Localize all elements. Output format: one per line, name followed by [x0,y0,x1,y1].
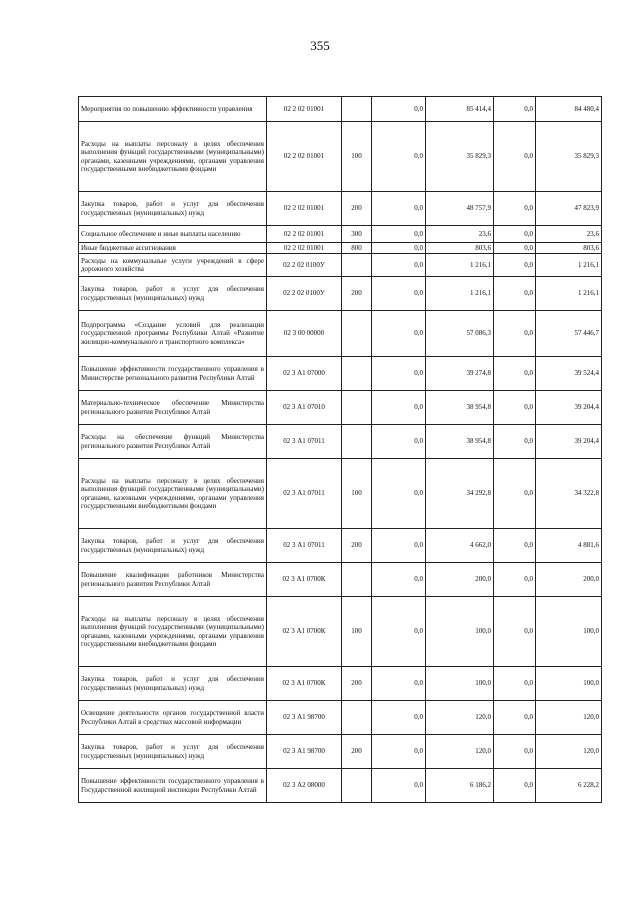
row-value-2: 35 829,3 [426,122,494,192]
table-row [79,425,602,459]
row-target-code: 02 3 А1 07000 [267,357,342,391]
row-value-3: 0,0 [494,735,536,769]
table-row [79,735,602,769]
row-value-2: 200,0 [426,563,494,597]
row-expense-type: 100 [342,122,372,192]
row-value-2: 803,6 [426,243,494,254]
table-row [79,311,602,357]
row-value-4: 4 881,6 [536,529,602,563]
row-value-4: 47 823,9 [536,192,602,226]
row-expense-type: 100 [342,597,372,667]
row-target-code: 02 2 02 01001 [267,97,342,122]
row-target-code: 02 2 02 01001 [267,192,342,226]
row-expense-type: 200 [342,735,372,769]
row-value-1: 0,0 [372,769,426,803]
row-value-3: 0,0 [494,243,536,254]
row-value-2: 38 954,8 [426,391,494,425]
page-number: 355 [310,38,330,53]
row-name: Повышение эффективности государственного управления в Министерстве регионального развития Республики Алтай [79,357,267,391]
row-value-4: 100,0 [536,667,602,701]
row-value-2: 120,0 [426,701,494,735]
table-row [79,357,602,391]
row-name: Закупка товаров, работ и услуг для обеспечения государственных (муниципальных) нужд [79,667,267,701]
row-target-code: 02 3 А1 07011 [267,459,342,529]
row-expense-type [342,254,372,277]
row-expense-type [342,97,372,122]
row-target-code: 02 3 А1 98700 [267,701,342,735]
table-row [79,254,602,277]
row-expense-type: 300 [342,226,372,243]
row-value-4: 120,0 [536,735,602,769]
row-name: Подпрограмма «Создание условий для реализации государственной программы Республики Алтай «Развитие жилищно-коммунального и транспортного комплекса» [79,311,267,357]
row-value-2: 1 216,1 [426,254,494,277]
row-target-code: 02 3 А2 08000 [267,769,342,803]
table-row [79,243,602,254]
row-value-3: 0,0 [494,563,536,597]
row-value-3: 0,0 [494,254,536,277]
table-row [79,597,602,667]
table-row [79,122,602,192]
row-name: Закупка товаров, работ и услуг для обеспечения государственных (муниципальных) нужд [79,277,267,311]
row-name: Материально-техническое обеспечение Министерства регионального развития Республики Алтай [79,391,267,425]
row-target-code: 02 2 02 0100У [267,277,342,311]
row-value-1: 0,0 [372,735,426,769]
row-value-3: 0,0 [494,97,536,122]
row-value-4: 34 322,8 [536,459,602,529]
row-value-4: 57 446,7 [536,311,602,357]
row-value-1: 0,0 [372,277,426,311]
row-value-2: 4 662,0 [426,529,494,563]
row-name: Расходы на выплаты персоналу в целях обеспечения выполнения функций государственными (муниципальными) органами, казенными учреждениями, органами управления государственными внебюджетными фондами [79,597,267,667]
row-target-code: 02 3 00 00000 [267,311,342,357]
row-expense-type [342,563,372,597]
row-value-3: 0,0 [494,597,536,667]
row-name: Повышение эффективности государственного управления в Государственной жилищной инспекции Республики Алтай [79,769,267,803]
table-row [79,529,602,563]
row-value-3: 0,0 [494,667,536,701]
row-value-1: 0,0 [372,667,426,701]
row-target-code: 02 2 02 01001 [267,122,342,192]
row-value-3: 0,0 [494,226,536,243]
row-value-4: 39 204,4 [536,425,602,459]
row-name: Расходы на коммунальные услуги учреждений в сфере дорожного хозяйства [79,254,267,277]
row-value-4: 39 524,4 [536,357,602,391]
row-value-1: 0,0 [372,226,426,243]
table-row [79,226,602,243]
row-value-4: 100,0 [536,597,602,667]
row-target-code: 02 2 02 01001 [267,243,342,254]
row-value-3: 0,0 [494,192,536,226]
row-value-2: 100,0 [426,667,494,701]
row-expense-type [342,357,372,391]
row-value-2: 6 186,2 [426,769,494,803]
table-row [79,769,602,803]
row-value-4: 1 216,1 [536,277,602,311]
row-value-2: 100,0 [426,597,494,667]
row-value-4: 1 216,1 [536,254,602,277]
row-value-3: 0,0 [494,425,536,459]
row-value-2: 1 216,1 [426,277,494,311]
row-value-3: 0,0 [494,391,536,425]
row-value-4: 200,0 [536,563,602,597]
row-value-2: 120,0 [426,735,494,769]
row-value-1: 0,0 [372,701,426,735]
row-value-1: 0,0 [372,459,426,529]
row-target-code: 02 2 02 01001 [267,226,342,243]
row-value-3: 0,0 [494,701,536,735]
row-expense-type [342,311,372,357]
row-value-4: 35 829,3 [536,122,602,192]
row-value-3: 0,0 [494,529,536,563]
row-name: Закупка товаров, работ и услуг для обеспечения государственных (муниципальных) нужд [79,192,267,226]
row-value-1: 0,0 [372,97,426,122]
row-target-code: 02 3 А1 0700К [267,667,342,701]
row-value-1: 0,0 [372,529,426,563]
row-name: Иные бюджетные ассигнования [79,243,267,254]
row-value-1: 0,0 [372,425,426,459]
row-value-3: 0,0 [494,122,536,192]
row-value-2: 34 292,8 [426,459,494,529]
row-target-code: 02 3 А1 07011 [267,425,342,459]
row-name: Мероприятия по повышению эффективности управления [79,97,267,122]
row-value-2: 48 757,9 [426,192,494,226]
row-name: Закупка товаров, работ и услуг для обеспечения государственных (муниципальных) нужд [79,735,267,769]
table-row [79,701,602,735]
row-value-4: 120,0 [536,701,602,735]
row-value-1: 0,0 [372,192,426,226]
row-value-3: 0,0 [494,311,536,357]
row-name: Расходы на выплаты персоналу в целях обеспечения выполнения функций государственными (муниципальными) органами, казенными учреждениями, органами управления государственными внебюджетными фондами [79,122,267,192]
row-value-1: 0,0 [372,243,426,254]
row-value-4: 23,6 [536,226,602,243]
table-row [79,563,602,597]
row-value-1: 0,0 [372,357,426,391]
row-value-4: 803,6 [536,243,602,254]
row-expense-type [342,425,372,459]
row-target-code: 02 3 А1 07010 [267,391,342,425]
row-name: Расходы на выплаты персоналу в целях обеспечения выполнения функций государственными (муниципальными) органами, казенными учреждениями, органами управления государственными внебюджетными фондами [79,459,267,529]
budget-table [78,96,602,803]
row-target-code: 02 2 02 0100У [267,254,342,277]
row-name: Закупка товаров, работ и услуг для обеспечения государственных (муниципальных) нужд [79,529,267,563]
row-name: Расходы на обеспечение функций Министерства регионального развития Республики Алтай [79,425,267,459]
row-value-2: 39 274,8 [426,357,494,391]
row-name: Повышение квалификации работников Министерства регионального развития Республики Алтай [79,563,267,597]
row-target-code: 02 3 А1 98700 [267,735,342,769]
row-name: Социальное обеспечение и иные выплаты населению [79,226,267,243]
row-name: Освещение деятельности органов государственной власти Республики Алтай в средствах массовой информации [79,701,267,735]
row-value-2: 38 954,8 [426,425,494,459]
row-expense-type: 200 [342,277,372,311]
row-target-code: 02 3 А1 07011 [267,529,342,563]
row-target-code: 02 3 А1 0700К [267,563,342,597]
row-expense-type: 100 [342,459,372,529]
table-row [79,391,602,425]
row-value-3: 0,0 [494,277,536,311]
row-value-3: 0,0 [494,357,536,391]
row-value-4: 6 228,2 [536,769,602,803]
table-row [79,667,602,701]
table-row [79,277,602,311]
table-row [79,192,602,226]
row-value-2: 23,6 [426,226,494,243]
row-value-2: 57 086,3 [426,311,494,357]
row-expense-type: 200 [342,667,372,701]
row-value-4: 39 204,4 [536,391,602,425]
table-row [79,97,602,122]
row-value-1: 0,0 [372,563,426,597]
table-body [79,97,602,803]
row-expense-type [342,701,372,735]
row-value-1: 0,0 [372,122,426,192]
row-expense-type [342,769,372,803]
row-expense-type: 800 [342,243,372,254]
row-value-1: 0,0 [372,597,426,667]
row-value-3: 0,0 [494,459,536,529]
row-target-code: 02 3 А1 0700К [267,597,342,667]
row-expense-type [342,391,372,425]
row-value-3: 0,0 [494,769,536,803]
row-value-2: 85 414,4 [426,97,494,122]
table-row [79,459,602,529]
row-value-1: 0,0 [372,391,426,425]
row-value-1: 0,0 [372,311,426,357]
row-value-4: 84 480,4 [536,97,602,122]
row-expense-type: 200 [342,529,372,563]
row-value-1: 0,0 [372,254,426,277]
row-expense-type: 200 [342,192,372,226]
